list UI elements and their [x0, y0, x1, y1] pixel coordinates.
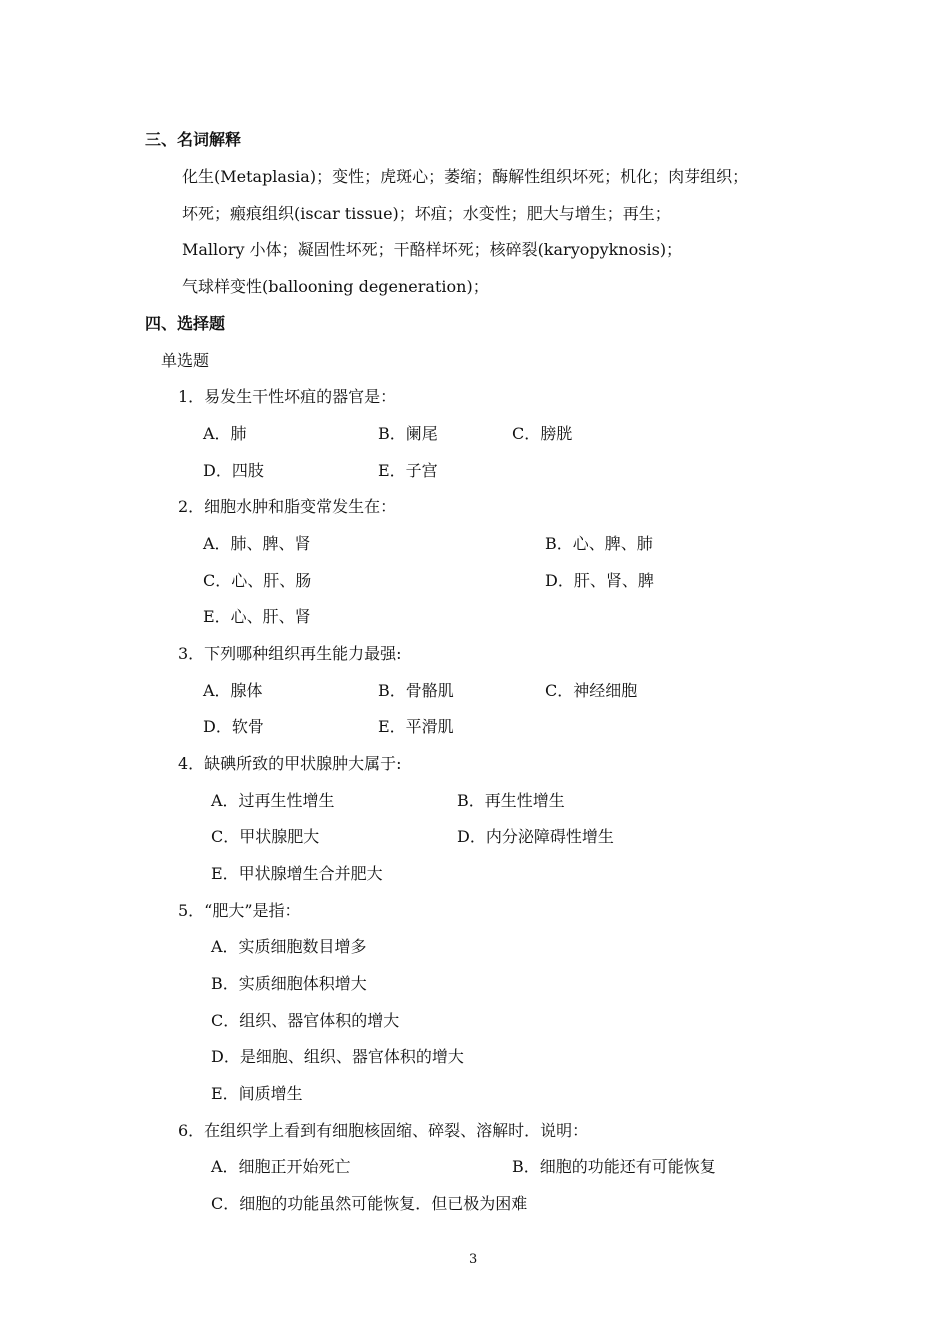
question-stem: 4．缺碘所致的甲状腺肿大属于:	[178, 754, 402, 773]
answer-option: E．甲状腺增生合并肥大	[211, 864, 383, 883]
answer-option: C．膀胱	[512, 424, 573, 443]
term-line: 化生(Metaplasia)；变性；虎斑心；萎缩；酶解性组织坏死；机化；肉芽组织；	[182, 167, 749, 186]
answer-option: C．细胞的功能虽然可能恢复．但已极为困难	[211, 1194, 528, 1213]
answer-option: D．是细胞、组织、器官体积的增大	[211, 1047, 464, 1066]
question-stem: 6．在组织学上看到有细胞核固缩、碎裂、溶解时．说明：	[178, 1121, 589, 1140]
question-stem: 2．细胞水肿和脂变常发生在：	[178, 497, 397, 516]
answer-option: A．细胞正开始死亡	[211, 1157, 351, 1176]
term-line: Mallory 小体；凝固性坏死；干酪样坏死；核碎裂(karyopyknosis)；	[182, 240, 683, 259]
answer-option: A．肺、脾、肾	[203, 534, 311, 553]
answer-option: C．组织、器官体积的增大	[211, 1011, 400, 1030]
answer-option: E．子宫	[378, 461, 438, 480]
answer-option: D．软骨	[203, 717, 264, 736]
page-number: 3	[469, 1252, 478, 1267]
answer-option: C．甲状腺肥大	[211, 827, 320, 846]
answer-option: D．内分泌障碍性增生	[457, 827, 614, 846]
answer-option: B．骨骼肌	[378, 681, 454, 700]
question-stem: 5．“肥大”是指：	[178, 901, 301, 920]
answer-option: E．间质增生	[211, 1084, 303, 1103]
answer-option: B．细胞的功能还有可能恢复	[512, 1157, 716, 1176]
answer-option: C．神经细胞	[545, 681, 638, 700]
answer-option: A．腺体	[203, 681, 263, 700]
answer-option: B．再生性增生	[457, 791, 565, 810]
term-line: 坏死；瘢痕组织(iscar tissue)；坏疽；水变性；肥大与增生；再生；	[182, 204, 671, 223]
answer-option: B．心、脾、肺	[545, 534, 653, 553]
question-stem: 1．易发生干性坏疽的器官是：	[178, 387, 397, 406]
answer-option: C．心、肝、肠	[203, 571, 312, 590]
answer-option: A．肺	[203, 424, 247, 443]
question-stem: 3．下列哪种组织再生能力最强:	[178, 644, 402, 663]
answer-option: E．平滑肌	[378, 717, 454, 736]
section-heading: 三、名词解释	[145, 130, 242, 149]
section-heading: 四、选择题	[145, 314, 226, 333]
answer-option: A．过再生性增生	[211, 791, 335, 810]
answer-option: B．阑尾	[378, 424, 438, 443]
answer-option: A．实质细胞数目增多	[211, 937, 367, 956]
term-line: 气球样变性(ballooning degeneration)；	[182, 277, 489, 296]
subsection-heading: 单选题	[161, 351, 210, 370]
answer-option: D．肝、肾、脾	[545, 571, 654, 590]
answer-option: D．四肢	[203, 461, 264, 480]
answer-option: B．实质细胞体积增大	[211, 974, 367, 993]
answer-option: E．心、肝、肾	[203, 607, 311, 626]
